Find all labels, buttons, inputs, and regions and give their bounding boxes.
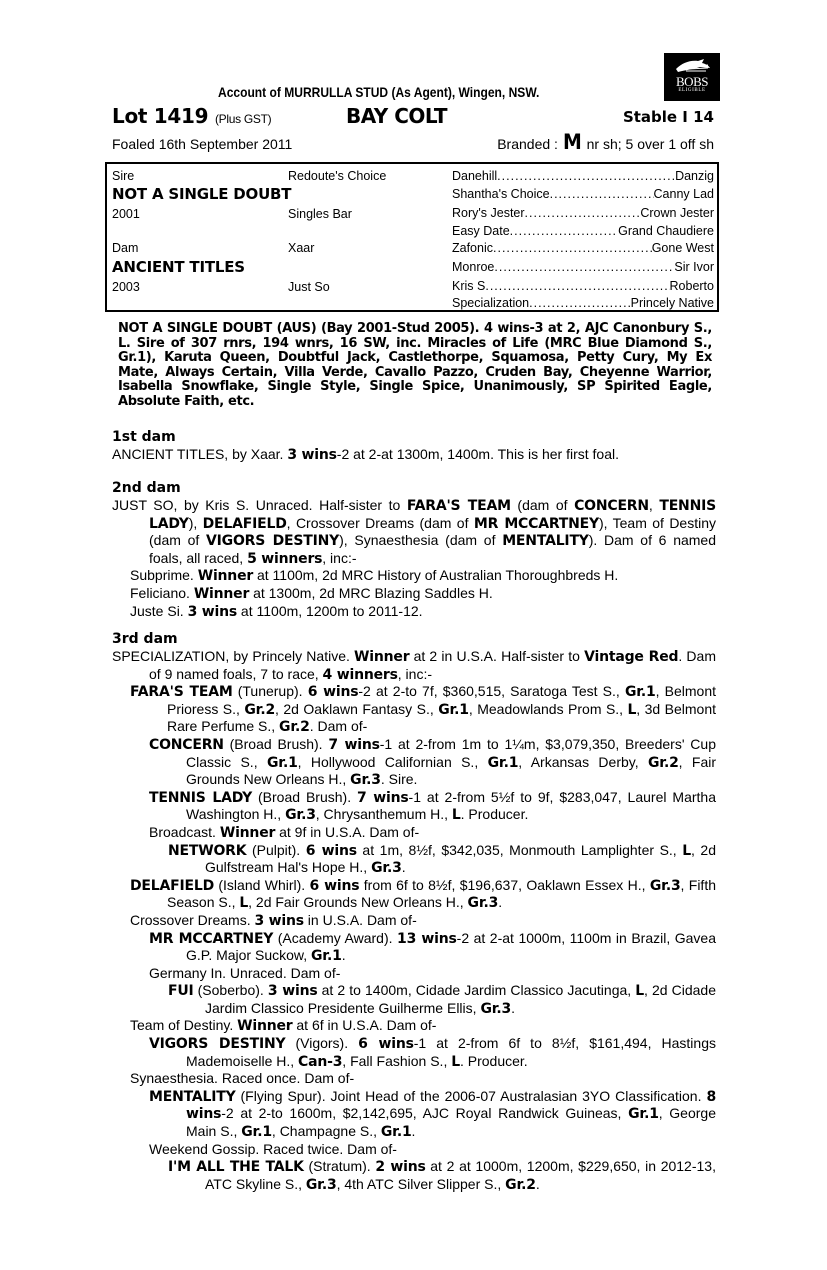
produce-entry: I'M ALL THE TALK (Stratum). 2 wins at 2 at 1000m, 1200m, $229,650, in 2012-13, ATC Skyline S., Gr.3, 4th ATC Silver Slipper S., Gr.2. — [168, 1158, 716, 1193]
sire-sire: Redoute's Choice — [288, 169, 387, 183]
third-dam-intro: SPECIALIZATION, by Princely Native. Winner at 2 in U.S.A. Half-sister to Vintage Red. Dam of 9 named foals, 7 to race, 4 winners, inc:- — [112, 648, 716, 683]
produce-entry: NETWORK (Pulpit). 6 wins at 1m, 8½f, $342,035, Monmouth Lamplighter S., L, 2d Gulfstream Hal's Hope H., Gr.3. — [168, 841, 716, 877]
bobs-eligible-logo — [664, 53, 720, 101]
produce-entry: DELAFIELD (Island Whirl). 6 wins from 6f to 8½f, $196,637, Oaklawn Essex H., Gr.3, Fifth Season S., L, 2d Fair Grounds New Orleans H., Gr.3. — [130, 876, 716, 912]
lot-line — [112, 104, 714, 128]
sire-label: Sire — [112, 169, 135, 183]
foaled-date: Foaled 16th September 2011 — [112, 136, 293, 152]
foal-entry: Feliciano. Winner at 1300m, 2d MRC Blazing Saddles H. — [130, 584, 493, 602]
ancestor-row: Shantha's Choice ..... Canny Lad — [452, 187, 714, 201]
produce-entry: MR MCCARTNEY (Academy Award). 13 wins-2 at 2-at 1000m, 1100m in Brazil, Gavea G.P. Major Suckow, Gr.1. — [149, 929, 717, 965]
ancestor-row: Kris S ..... Roberto — [452, 279, 714, 293]
horse-head-icon — [672, 57, 712, 75]
first-dam-section — [112, 429, 716, 464]
ancestor-row: Zafonic ..... Gone West — [452, 241, 714, 255]
produce-entry: VIGORS DESTINY (Vigors). 6 wins-1 at 2-from 6f to 8½f, $161,494, Hastings Mademoiselle H., Can-3, Fall Fashion S., L. Producer. — [149, 1035, 716, 1070]
dam-dam: Just So — [288, 280, 330, 294]
produce-entry: Broadcast. Winner at 9f in U.S.A. Dam of- — [149, 823, 420, 841]
produce-entry: FUI (Soberbo). 3 wins at 2 to 1400m, Cidade Jardim Classico Jacutinga, L, 2d Cidade Jardim Classico Presidente Guilherme Ellis, Gr.3. — [168, 982, 717, 1017]
logo-brand: BOBS — [676, 74, 708, 89]
logo-subtitle: ELIGIBLE — [678, 88, 706, 93]
produce-entry: CONCERN (Broad Brush). 7 wins-1 at 2-from 1m to 1¼m, $3,079,350, Breeders' Cup Classic S., Gr.1, Hollywood Californian S., Gr.1, Arkansas Derby, Gr.2, Fair Grounds New Orleans H., Gr.3. Sire. — [149, 735, 717, 789]
lot-label: Lot 1419 — [112, 104, 209, 128]
ancestor-row: Easy Date ..... Grand Chaudiere — [452, 224, 714, 238]
horse-description: BAY COLT — [346, 104, 448, 128]
dam-year: 2003 — [112, 280, 140, 294]
vendor-account: Account of MURRULLA STUD (As Agent), Wingen, NSW. — [218, 84, 540, 100]
branded-detail: nr sh; 5 over 1 off sh — [586, 136, 714, 152]
lot-number — [112, 104, 271, 128]
produce-entry: Synaesthesia. Raced once. Dam of- — [130, 1070, 355, 1087]
second-dam-intro: JUST SO, by Kris S. Unraced. Half-sister to FARA'S TEAM (dam of CONCERN, TENNIS LADY), DELAFIELD, Crossover Dreams (dam of MR MCCARTNEY), Team of Destiny (dam of VIGORS DESTINY), Synaesthesia (dam of MENTALITY). Dam of 6 named foals, all raced, 5 winners, inc:- — [112, 497, 717, 567]
dam-sire: Xaar — [288, 241, 315, 255]
produce-entry: FARA'S TEAM (Tunerup). 6 wins-2 at 2-to 7f, $360,515, Saratoga Test S., Gr.1, Belmont Prioress S., Gr.2, 2d Oaklawn Fantasy S., Gr.1, Meadowlands Prom S., L, 3d Belmont Rare Perfume S., Gr.2. Dam of- — [130, 683, 716, 736]
sire-year: 2001 — [112, 207, 140, 221]
third-dam-section — [112, 631, 716, 1193]
ancestor-row: Monroe ..... Sir Ivor — [452, 260, 714, 274]
pedigree-table — [105, 162, 719, 312]
sire-summary: NOT A SINGLE DOUBT (AUS) (Bay 2001-Stud 2005). 4 wins-3 at 2, AJC Canonbury S., L. Sire of 307 rnrs, 194 wnrs, 16 SW, inc. Miracles of Life (MRC Blue Diamond S., Gr.1), Karuta Queen, Doubtful Jack, Castlethorpe, Squamosa, Petty Cury, My Ex Mate, Always Certain, Villa Verde, Cavallo Pazzo, Cruden Bay, Cheyenne Warrior, Isabella Snowflake, Single Style, Single Spice, Unanimously, SP Spirited Eagle, Absolute Faith, etc. — [118, 321, 712, 409]
produce-entry: Crossover Dreams. 3 wins in U.S.A. Dam of- — [130, 911, 417, 929]
ancestor-row: Danehill ..... Danzig — [452, 169, 714, 183]
foal-entry: Juste Si. 3 wins at 1100m, 1200m to 2011-12. — [130, 602, 423, 620]
first-dam-heading: 1st dam — [112, 429, 176, 445]
ancestor-row: Specialization ..... Princely Native — [452, 296, 714, 310]
foal-entry: Subprime. Winner at 1100m, 2d MRC History of Australian Thoroughbreds H. — [130, 567, 619, 585]
produce-entry: Germany In. Unraced. Dam of- — [149, 964, 341, 981]
second-dam-section — [112, 480, 716, 620]
produce-entry: Weekend Gossip. Raced twice. Dam of- — [149, 1140, 397, 1157]
stable-location: Stable I 14 — [622, 108, 714, 126]
ancestor-row: Rory's Jester ..... Crown Jester — [452, 206, 714, 220]
produce-entry: Team of Destiny. Winner at 6f in U.S.A. Dam of- — [130, 1017, 437, 1035]
sire-name: NOT A SINGLE DOUBT — [112, 185, 292, 203]
first-dam-text: ANCIENT TITLES, by Xaar. 3 wins-2 at 2-at 1300m, 1400m. This is her first foal. — [112, 446, 619, 463]
branding-info — [497, 130, 714, 154]
produce-entry: MENTALITY (Flying Spur). Joint Head of the 2006-07 Australasian 3YO Classification. 8 wins-2 at 2-to 1600m, $2,142,695, AJC Royal Randwick Guineas, Gr.1, George Main S., Gr.1, Champagne S., Gr.1. — [149, 1087, 716, 1141]
dam-name: ANCIENT TITLES — [112, 258, 245, 276]
third-dam-heading: 3rd dam — [112, 631, 178, 647]
dam-label: Dam — [112, 241, 139, 255]
second-dam-heading: 2nd dam — [112, 480, 181, 496]
sire-dam: Singles Bar — [288, 207, 352, 221]
brand-mark-icon: M — [562, 130, 582, 154]
branded-label: Branded : — [497, 136, 558, 152]
lot-note: (Plus GST) — [214, 112, 272, 126]
produce-entry: TENNIS LADY (Broad Brush). 7 wins-1 at 2-from 5½f to 9f, $283,047, Laurel Martha Washington H., Gr.3, Chrysanthemum H., L. Producer. — [149, 788, 716, 824]
